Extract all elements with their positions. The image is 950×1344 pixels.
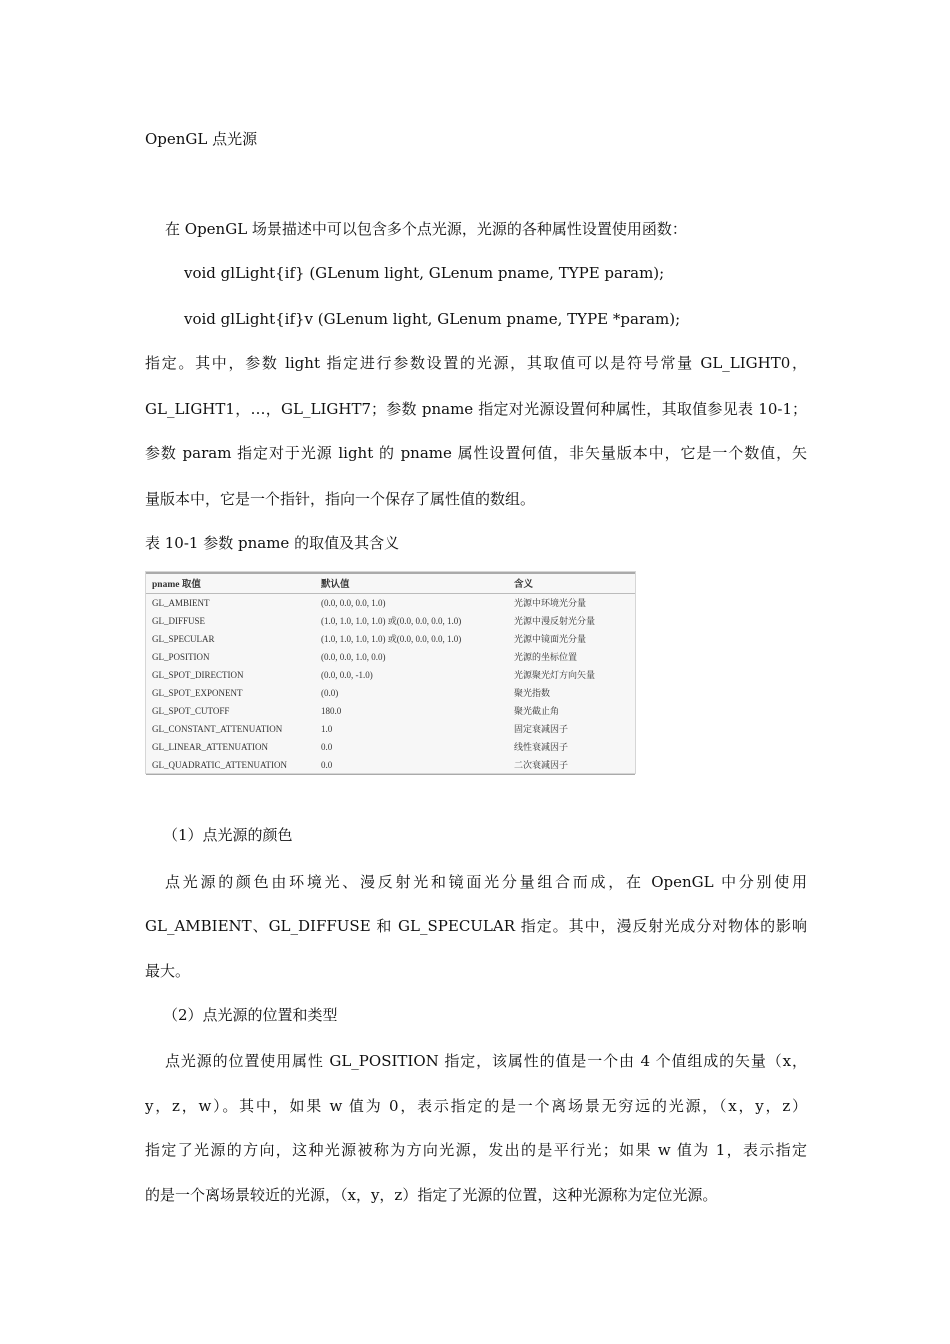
cell: (0.0, 0.0, -1.0) (321, 670, 373, 680)
paragraph-line: 的是一个离场景较近的光源，（x，y，z）指定了光源的位置，这种光源称为定位光源。 (145, 1186, 718, 1204)
table-row (146, 756, 635, 775)
paragraph-line: GL_LIGHT1，…，GL_LIGHT7；参数 pname 指定对光源设置何种属性，其取值参见表 10-1； (145, 400, 807, 418)
cell: GL_SPECULAR (152, 634, 215, 644)
cell: (0.0) (321, 688, 339, 698)
cell: 聚光指数 (514, 688, 551, 698)
cell: 光源中镜面光分量 (514, 634, 587, 644)
cell: 聚光截止角 (514, 706, 560, 716)
table-row (146, 720, 635, 738)
table-row (146, 612, 635, 630)
table-caption: 表 10-1 参数 pname 的取值及其含义 (145, 534, 400, 552)
cell: GL_QUADRATIC_ATTENUATION (146, 756, 315, 775)
table-header-row (146, 573, 635, 594)
paragraph-line: 量版本中，它是一个指针，指向一个保存了属性值的数组。 (145, 490, 536, 508)
paragraph-line: GL_AMBIENT、GL_DIFFUSE 和 GL_SPECULAR 指定。其中，漫反射光成分对物体的影响 (145, 917, 807, 935)
paragraph-line: 参数 param 指定对于光源 light 的 pname 属性设置何值，非矢量版本中，它是一个数值，矢 (145, 444, 807, 462)
table-row (146, 702, 635, 720)
cell: GL_LINEAR_ATTENUATION (152, 742, 268, 752)
paragraph-line: 最大。 (145, 962, 191, 980)
column-header: 含义 (508, 573, 635, 594)
cell: 固定衰减因子 (514, 724, 569, 734)
code-line: void glLight{if}v (GLenum light, GLenum pname, TYPE *param); (184, 310, 681, 328)
paragraph-line: 指定。其中，参数 light 指定进行参数设置的光源，其取值可以是符号常量 GL_LIGHT0， (145, 354, 807, 372)
parameter-table (145, 571, 636, 774)
cell: GL_SPOT_CUTOFF (152, 706, 230, 716)
column-header: 默认值 (315, 573, 508, 594)
table-row (146, 684, 635, 702)
cell: 0.0 (315, 756, 508, 775)
table-row (146, 594, 635, 613)
code-line: void glLight{if} (GLenum light, GLenum pname, TYPE param); (184, 264, 665, 282)
section-heading: （2）点光源的位置和类型 (163, 1006, 338, 1024)
table-row (146, 648, 635, 666)
cell: GL_DIFFUSE (152, 616, 206, 626)
cell: 1.0 (321, 724, 333, 734)
cell: (0.0, 0.0, 0.0, 1.0) (321, 598, 386, 608)
cell: 0.0 (321, 742, 333, 752)
cell: 线性衰减因子 (514, 742, 569, 752)
table-row (146, 666, 635, 684)
table-row (146, 630, 635, 648)
intro-text: 在 OpenGL 场景描述中可以包含多个点光源，光源的各种属性设置使用函数： (165, 220, 687, 238)
section-heading: （1）点光源的颜色 (163, 826, 293, 844)
paragraph-line: 点光源的位置使用属性 GL_POSITION 指定，该属性的值是一个由 4 个值组成的矢量（x， (165, 1052, 807, 1070)
column-header: pname 取值 (146, 573, 315, 594)
cell: 180.0 (321, 706, 342, 716)
cell: 光源中漫反射光分量 (514, 616, 596, 626)
cell: GL_POSITION (152, 652, 210, 662)
cell: 二次衰减因子 (508, 756, 635, 775)
cell: (1.0, 1.0, 1.0, 1.0) 或(0.0, 0.0, 0.0, 1.0) (321, 634, 462, 644)
cell: (1.0, 1.0, 1.0, 1.0) 或(0.0, 0.0, 0.0, 1.0) (321, 616, 462, 626)
table-row (146, 738, 635, 756)
cell: 光源中环境光分量 (514, 598, 587, 608)
page-title: OpenGL 点光源 (145, 130, 258, 148)
cell: GL_SPOT_EXPONENT (152, 688, 243, 698)
paragraph-line: 点光源的颜色由环境光、漫反射光和镜面光分量组合而成，在 OpenGL 中分别使用 (165, 873, 807, 891)
cell: 光源聚光灯方向矢量 (514, 670, 596, 680)
cell: 光源的坐标位置 (514, 652, 578, 662)
paragraph-line: y，z，w）。其中，如果 w 值为 0，表示指定的是一个离场景无穷远的光源，（x，y，z） (145, 1097, 807, 1115)
paragraph-line: 指定了光源的方向，这种光源被称为方向光源，发出的是平行光；如果 w 值为 1，表示指定 (145, 1141, 807, 1159)
cell: GL_CONSTANT_ATTENUATION (152, 724, 283, 734)
cell: GL_SPOT_DIRECTION (152, 670, 244, 680)
cell: (0.0, 0.0, 1.0, 0.0) (321, 652, 386, 662)
cell: GL_AMBIENT (152, 598, 210, 608)
